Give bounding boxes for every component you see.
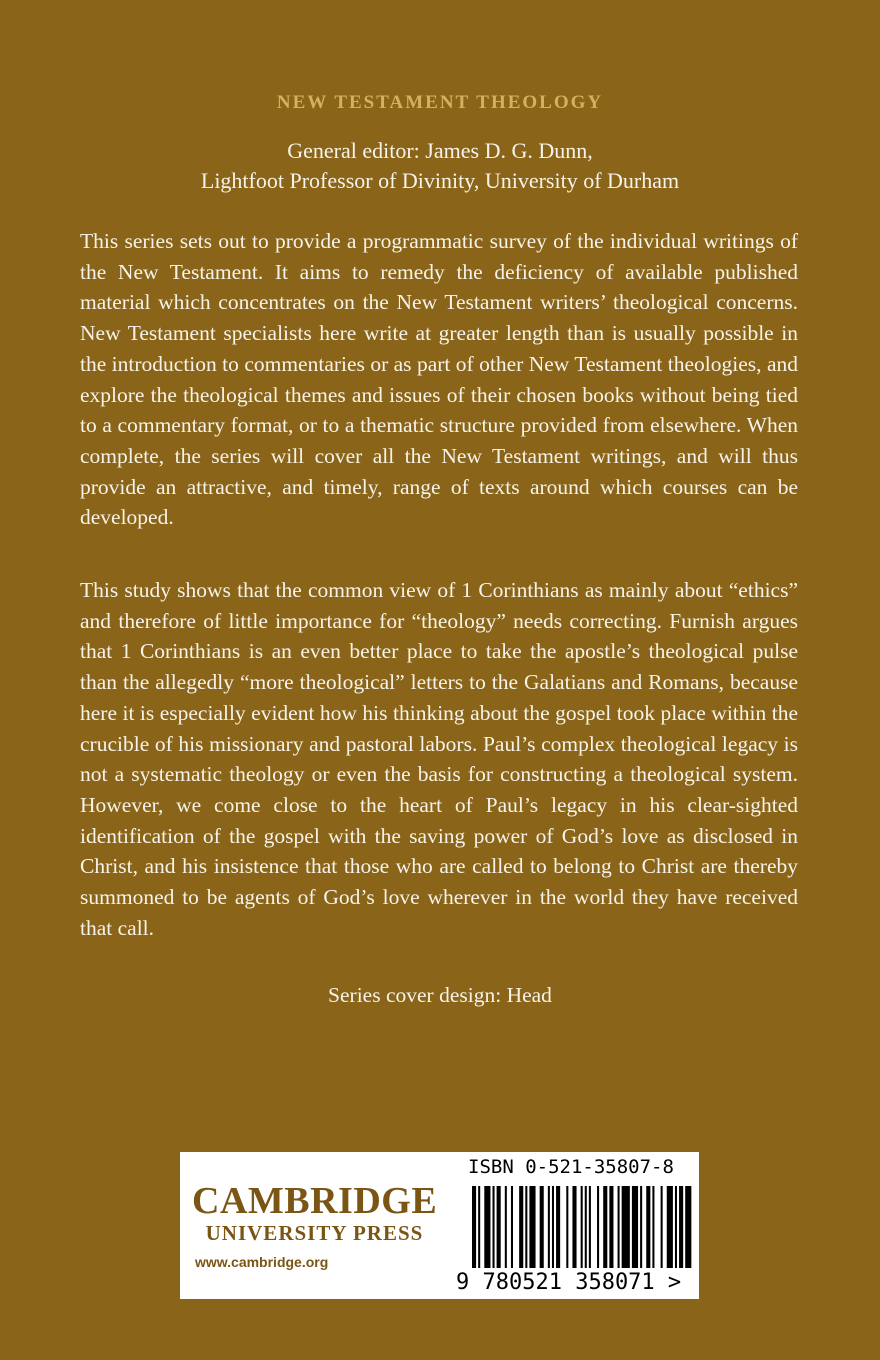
barcode-bar [675, 1186, 677, 1268]
publisher-url: www.cambridge.org [195, 1254, 329, 1270]
barcode-bar [556, 1186, 560, 1268]
barcode-bar [640, 1186, 642, 1268]
barcode-bar [685, 1186, 691, 1268]
barcode-bar [548, 1186, 550, 1268]
barcode-bar [632, 1186, 638, 1268]
editor-line-name: General editor: James D. G. Dunn, [287, 138, 593, 163]
cover-design-credit: Series cover design: Head [328, 983, 552, 1007]
barcode-bar [529, 1186, 535, 1268]
barcode [450, 1152, 699, 1299]
barcode-bar [525, 1186, 527, 1268]
barcode-bar [667, 1186, 673, 1268]
barcode-bar [505, 1186, 507, 1268]
barcode-bar [552, 1186, 554, 1268]
barcode-bar [646, 1186, 650, 1268]
series-title: NEW TESTAMENT THEOLOGY [276, 92, 604, 113]
barcode-bar [603, 1186, 607, 1268]
barcode-bar [511, 1186, 513, 1268]
barcode-bar [478, 1186, 480, 1268]
ean-digits: 9 780521 358071 > [456, 1270, 682, 1295]
publisher-subtitle: UNIVERSITY PRESS [205, 1221, 424, 1245]
editor-line-title: Lightfoot Professor of Divinity, University of Durham [200, 168, 680, 193]
barcode-bar [622, 1186, 630, 1268]
book-description-paragraph: This study shows that the common view of 1 Corinthians as mainly about “ethics” and therefore of little importance for “theology” needs correcting. Furnish argues that 1 Corinthians is an even better place to take the apostle’s theological pulse than the allegedly “more theological” letters to the Galatians and Romans, because here it is especially evident how his thinking about the gospel took place within the crucible of his missionary and pastoral labors. Paul’s complex theological legacy is not a systematic theology or even the basis for constructing a theological system. However, we come close to the heart of Paul’s legacy in his clear-sighted identification of the gospel with the saving power of God’s love as disclosed in Christ, and his insistence that those who are called to belong to Christ are thereby summoned to be agents of God’s love wherever in the world they have received that call. [80, 578, 798, 940]
barcode-bar [493, 1186, 495, 1268]
barcode-bar [540, 1186, 544, 1268]
editor-credit [0, 136, 880, 196]
barcode-bar [566, 1186, 568, 1268]
barcode-bar [618, 1186, 620, 1268]
barcode-bar [497, 1186, 501, 1268]
isbn-label: ISBN 0-521-35807-8 [468, 1156, 674, 1178]
barcode-bar [581, 1186, 583, 1268]
barcode-bar [609, 1186, 613, 1268]
publisher-barcode-panel [180, 1152, 699, 1299]
barcode-bar [589, 1186, 591, 1268]
barcode-bar [679, 1186, 683, 1268]
barcode-bar [484, 1186, 490, 1268]
barcode-bar [661, 1186, 663, 1268]
barcode-bar [572, 1186, 576, 1268]
barcode-bar [652, 1186, 654, 1268]
barcode-bar [597, 1186, 599, 1268]
publisher-logo [192, 1181, 437, 1271]
publisher-name: CAMBRIDGE [192, 1180, 438, 1222]
barcode-bar [519, 1186, 523, 1268]
barcode-bar [585, 1186, 587, 1268]
series-description-paragraph: This series sets out to provide a programmatic survey of the individual writings of the New Testament. It aims to remedy the deficiency of available published material which concentrates on the New Testament writers’ theological concerns. New Testament specialists here write at greater length than is usually possible in the introduction to commentaries or as part of other New Testament theologies, and explore the theological themes and issues of their chosen books without being tied to a commentary format, or to a thematic structure provided from elsewhere. When complete, the series will cover all the New Testament writings, and will thus provide an attractive, and timely, range of texts around which courses can be developed. [80, 229, 798, 530]
barcode-bar [472, 1186, 476, 1268]
